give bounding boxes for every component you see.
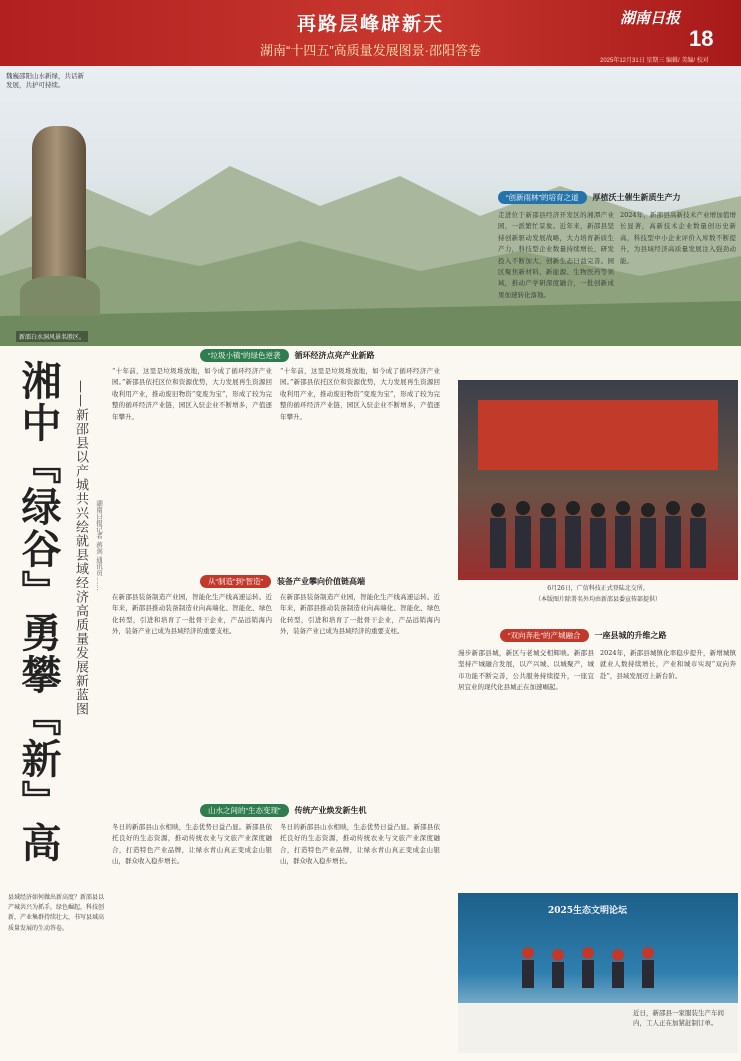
article-recycling-col1: “十年前，这里是垃圾堆放地，如今成了循环经济产业园。”新邵县依托区位和资源优势，大力发展再生资源回收利用产业，推动废旧物资“变废为宝”，形成了较为完整的循环经济产业链，园区入驻企业不断增多，产值逐年攀升。 bbox=[112, 367, 272, 421]
page-number: 18 bbox=[689, 26, 714, 51]
section-tag: “双向奔赴”的产城融合 bbox=[500, 629, 589, 642]
section-header-innovation bbox=[498, 190, 681, 204]
section-header-recycling bbox=[200, 348, 375, 362]
section-title: 循环经济点亮产业新路 bbox=[294, 349, 375, 360]
article-recycling-col2: “十年前，这里是垃圾堆放地，如今成了循环经济产业园。”新邵县依托区位和资源优势，大力发展再生资源回收利用产业，推动废旧物资“变废为宝”，形成了较为完整的循环经济产业链，园区入驻企业不断增多，产值逐年攀升。 bbox=[280, 367, 440, 421]
section-title: 装备产业攀向价值链高端 bbox=[277, 575, 365, 586]
article-manufacturing-col2: 在新邵县装备制造产业园，智能化生产线高速运转。近年来，新邵县推动装备制造业向高端化、智能化、绿色化转型，引进和培育了一批骨干企业，产品远销海内外，装备产业已成为县域经济的重要支柱。 bbox=[280, 593, 440, 636]
forum-photo bbox=[458, 893, 738, 1053]
banner-subtitle: 湖南“十四五”高质量发展图景·邵阳答卷 bbox=[260, 43, 481, 58]
section-title: 厚植沃土催生新质生产力 bbox=[592, 191, 681, 202]
section-title: 一座县城的升维之路 bbox=[594, 629, 667, 640]
ceremony-caption: 6月26日，广信科技正式登陆北交所。 bbox=[547, 585, 649, 592]
section-tag: “创新雨林”的培育之道 bbox=[498, 191, 587, 204]
section-title: 传统产业焕发新生机 bbox=[294, 804, 367, 815]
ceremony-photo bbox=[458, 380, 738, 580]
banner-title: 再路层峰辟新天 bbox=[296, 13, 444, 35]
page-header bbox=[0, 0, 741, 66]
article-innovation-col2: 2024年，新邵县高新技术产业增加值增长显著，高新技术企业数量创历史新高，科技型中小企业评价入库数不断提升，为县域经济高质量发展注入强劲动能。 bbox=[620, 211, 736, 265]
inset-caption: 近日，新邵县一家服装生产车间内，工人正在加紧赶制订单。 bbox=[633, 1009, 724, 1027]
intro-text: 县域经济如何做出新高度？新邵县以产城共兴为抓手，绿色崛起，科技创新，产业集群持续壮大，书写县域高质量发展的生动答卷。 bbox=[8, 894, 104, 932]
stone-stele bbox=[32, 126, 86, 286]
stele-base bbox=[20, 276, 100, 316]
main-subheadline: ——新邵县以产城共兴绘就县域经济高质量发展新蓝图 bbox=[73, 380, 88, 716]
stele-caption: 新邵白水洞风景名胜区。 bbox=[16, 331, 88, 342]
date-line: 2025年12月31日 星期三 编辑/ 美编/ 校对 bbox=[600, 58, 709, 64]
article-integration-col2: 2024年，新邵县城镇化率稳步提升，新增城镇就业人数持续增长，产业和城市实现“双向奔赴”，县域发展迈上新台阶。 bbox=[600, 649, 736, 680]
byline: 湖南日报记者 蒋剑 通讯员 …… bbox=[95, 500, 103, 591]
article-integration-col1: 漫步新邵县城，新区与老城交相辉映。新邵县坚持产城融合发展，以产兴城、以城聚产，城市功能不断完善，公共服务持续提升，一座宜居宜业的现代化县城正在加速崛起。 bbox=[458, 649, 594, 692]
section-header-integration bbox=[500, 628, 667, 642]
article-manufacturing-col1: 在新邵县装备制造产业园，智能化生产线高速运转。近年来，新邵县推动装备制造业向高端化、智能化、绿色化转型，引进和培育了一批骨干企业，产品远销海内外，装备产业已成为县域经济的重要支柱。 bbox=[112, 593, 272, 636]
section-tag: 从“制造”到“智造” bbox=[200, 575, 271, 588]
section-header-ecology bbox=[200, 803, 367, 817]
article-ecology-col1: 冬日的新邵县山水相映，生态优势日益凸显。新邵县依托良好的生态资源，推动传统农业与文旅产业深度融合，打造特色产业品牌，让绿水青山真正变成金山银山，群众收入稳步增长。 bbox=[112, 823, 272, 866]
photo-credit: （本版图片除署名外均由新邵县委宣传部提供） bbox=[534, 596, 661, 603]
forum-banner-text: 2025生态文明论坛 bbox=[548, 906, 628, 916]
section-header-manufacturing bbox=[200, 574, 365, 588]
section-tag: 山水之间的“生态变现” bbox=[200, 804, 289, 817]
newspaper-logo: 湖南日报 bbox=[620, 9, 681, 27]
main-headline: 湘中『绿谷』勇攀『新』高 bbox=[15, 360, 62, 864]
article-innovation-col1: 走进位于新邵县经济开发区的湘潭产业园，一派繁忙景象。近年来，新邵县坚持创新驱动发展战略，大力培育新质生产力，科技型企业数量持续增长，研发投入不断加大，创新生态日益完善。园区聚焦新材料、新能源、生物医药等领域，推动产学研深度融合，一批创新成果加速转化落地。 bbox=[498, 211, 614, 299]
hero-caption: 魏巍邵阳山水新绿，共话新发展，共护可持续。 bbox=[6, 72, 84, 90]
forum-audience bbox=[458, 893, 738, 1053]
ceremony-people bbox=[458, 380, 738, 580]
article-ecology-col2: 冬日的新邵县山水相映，生态优势日益凸显。新邵县依托良好的生态资源，推动传统农业与文旅产业深度融合，打造特色产业品牌，让绿水青山真正变成金山银山，群众收入稳步增长。 bbox=[280, 823, 440, 866]
section-tag: “垃圾小镇”的绿色逆袭 bbox=[200, 349, 289, 362]
